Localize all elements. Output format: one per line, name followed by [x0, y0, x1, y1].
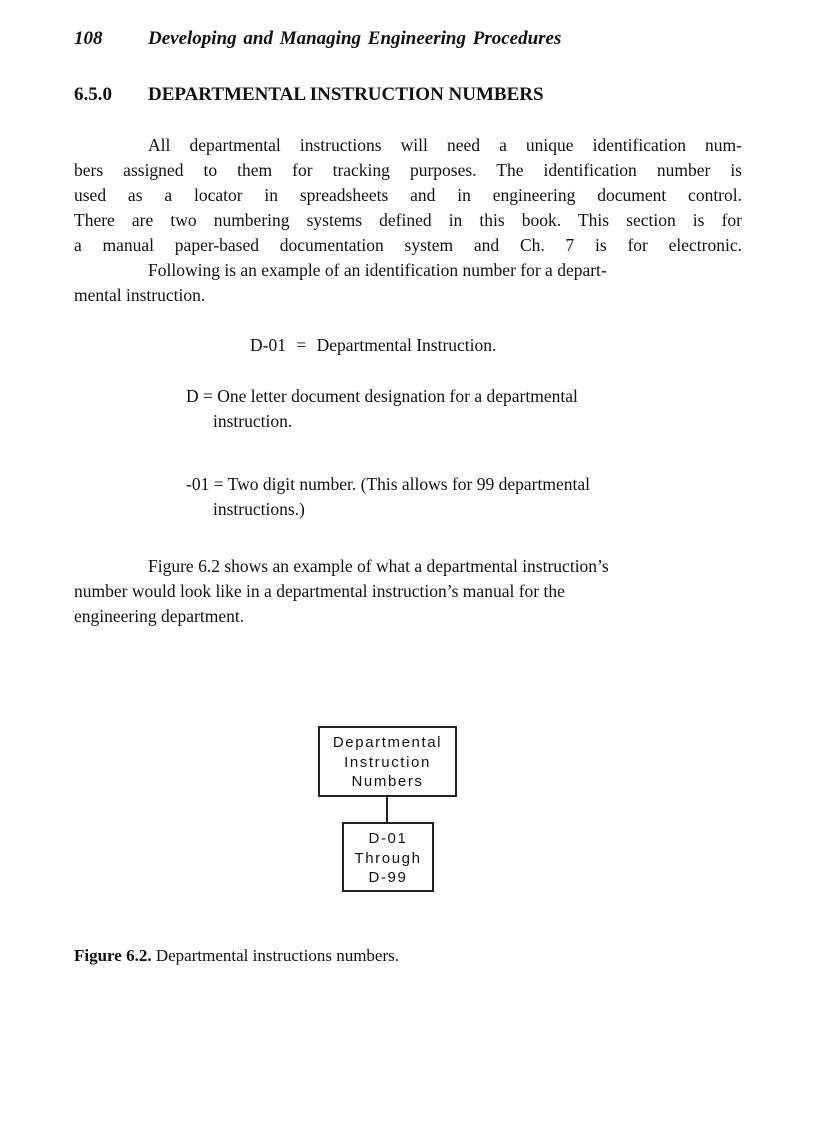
definition-text: One letter document designation for a departmental	[217, 386, 578, 406]
caption-label: Figure 6.2.	[74, 946, 152, 965]
box-line: Instruction	[344, 753, 431, 771]
paragraph-line: mental instruction.	[74, 285, 206, 305]
paragraph-line: Following is an example of an identification number for a depart-	[148, 260, 607, 280]
paragraph-line: Figure 6.2 shows an example of what a departmental instruction’s	[148, 556, 609, 576]
definition-separator: =	[209, 474, 228, 494]
definition-separator: =	[198, 386, 218, 406]
paragraph-1	[74, 133, 742, 258]
box-line: D-99	[368, 869, 408, 886]
example-equals: =	[296, 335, 307, 355]
paragraph-line: a manual paper-based documentation system and Ch. 7 is for electronic.	[74, 235, 742, 255]
example-meaning: Departmental Instruction.	[316, 335, 497, 355]
example-identification	[250, 335, 496, 356]
paragraph-2	[74, 258, 742, 308]
running-title: Developing and Managing Engineering Procedures	[148, 28, 562, 49]
paragraph-line: There are two numbering systems defined in this book. This section is for	[74, 210, 742, 230]
paragraph-line: number would look like in a departmental instruction’s manual for the	[74, 581, 565, 601]
section-number: 6.5.0	[74, 84, 112, 105]
definition-letter	[186, 384, 706, 434]
box-line: Through	[354, 849, 422, 867]
definition-text: Two digit number. (This allows for 99 departmental	[227, 474, 590, 494]
paragraph-3	[74, 554, 742, 629]
page-number: 108	[74, 28, 103, 49]
definition-number	[186, 472, 706, 522]
definition-term: -01	[186, 474, 210, 494]
figure-top-box	[318, 726, 457, 797]
definition-text: instruction.	[213, 411, 293, 431]
definition-term: D	[186, 386, 199, 406]
box-line: D-01	[368, 830, 408, 847]
box-line: Numbers	[351, 773, 424, 790]
box-line: Departmental	[332, 734, 443, 751]
paragraph-line: All departmental instructions will need a unique identification num-	[148, 135, 742, 155]
section-title: DEPARTMENTAL INSTRUCTION NUMBERS	[148, 84, 544, 105]
figure-connector	[386, 797, 388, 822]
definition-text: instructions.)	[213, 499, 305, 519]
paragraph-line: used as a locator in spreadsheets and in engineering document control.	[74, 185, 742, 205]
paragraph-line: engineering department.	[74, 606, 245, 626]
figure-caption	[74, 946, 399, 966]
caption-text: Departmental instructions numbers.	[155, 946, 399, 965]
figure-bottom-box	[342, 822, 434, 892]
paragraph-line: bers assigned to them for tracking purposes. The identification number is	[74, 160, 742, 180]
example-code: D-01	[250, 335, 286, 355]
